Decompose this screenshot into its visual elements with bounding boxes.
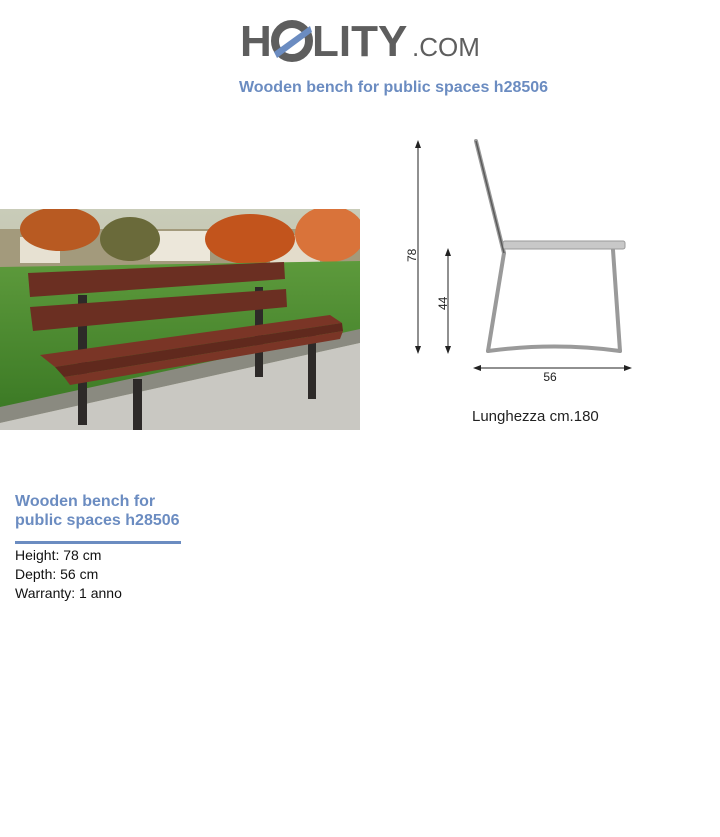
height-total-label: 78 [405,248,419,262]
title-divider [15,541,181,544]
spec-label: Warranty: [15,585,76,601]
spec-list [15,546,122,603]
product-photo [0,209,360,430]
spec-value: 78 cm [63,547,102,563]
seat-height-label: 44 [436,296,450,310]
spec-value: 1 anno [79,585,122,601]
spec-label: Depth: [15,566,57,582]
spec-height [15,546,122,565]
spec-depth [15,565,122,584]
depth-label: 56 [543,370,557,384]
page-title: Wooden bench for public spaces h28506 [238,79,549,96]
logo-suffix: .COM [412,32,480,62]
spec-value: 56 cm [60,566,99,582]
logo-prefix: H [240,17,272,66]
product-title: Wooden bench for public spaces h28506 [15,493,180,529]
length-caption: Lunghezza cm.180 [472,408,599,425]
logo-o-icon [274,24,312,58]
spec-label: Height: [15,547,60,563]
logo-middle: LITY [312,17,408,66]
holity-logo[interactable] [240,10,490,66]
bench-dimension-diagram [395,130,655,440]
spec-warranty [15,584,122,603]
